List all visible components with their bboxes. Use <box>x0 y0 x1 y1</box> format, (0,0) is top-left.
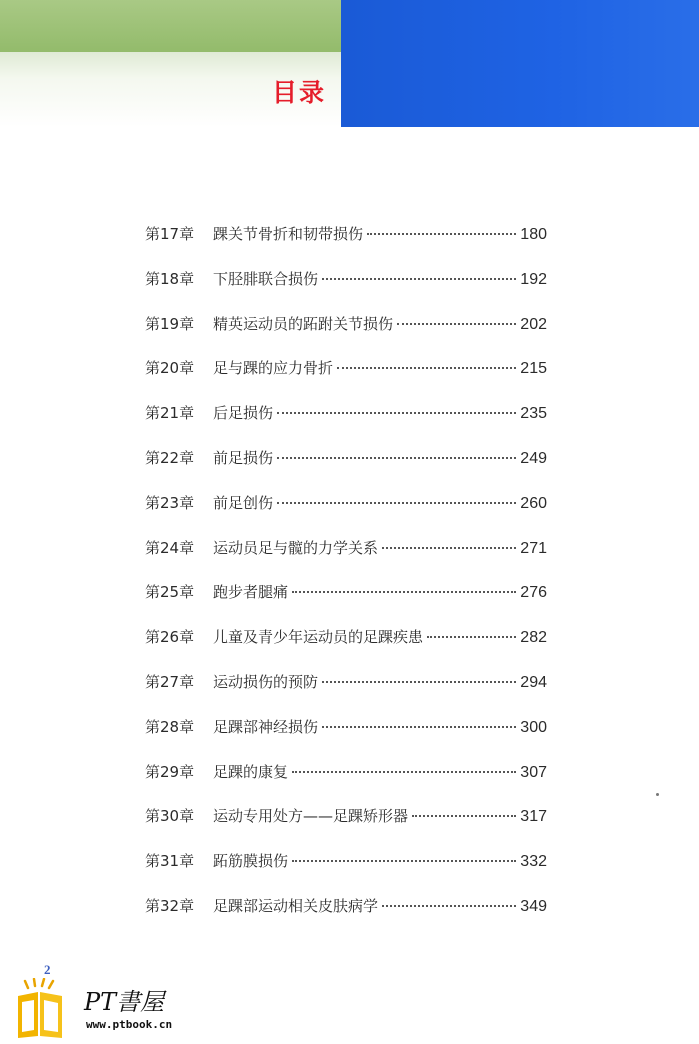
dot-leader <box>292 591 516 593</box>
chapter-title: 足踝部运动相关皮肤病学 <box>213 896 379 915</box>
dot-leader <box>337 367 516 369</box>
dot-leader <box>322 278 516 280</box>
toc-row <box>145 220 547 265</box>
chapter-number: 第27章 <box>145 672 195 691</box>
book-logo-icon <box>14 978 78 1040</box>
chapter-number: 第31章 <box>145 852 195 871</box>
dot-leader <box>292 860 516 862</box>
toc-row <box>145 354 547 399</box>
chapter-page: 215 <box>520 360 547 378</box>
table-of-contents <box>145 220 547 937</box>
chapter-title: 运动员足与髋的力学关系 <box>213 538 379 557</box>
chapter-title: 前足创伤 <box>213 493 274 512</box>
chapter-title: 足踝的康复 <box>213 762 289 781</box>
chapter-number: 第29章 <box>145 762 195 781</box>
chapter-page: 235 <box>520 405 547 423</box>
chapter-page: 271 <box>520 539 547 557</box>
chapter-page: 317 <box>520 808 547 826</box>
header-band <box>0 0 699 127</box>
chapter-title: 下胫腓联合损伤 <box>213 269 319 288</box>
chapter-title: 运动损伤的预防 <box>213 672 319 691</box>
toc-row <box>145 623 547 668</box>
chapter-page: 180 <box>520 226 547 243</box>
chapter-page: 202 <box>520 315 547 333</box>
chapter-number: 第22章 <box>145 448 195 467</box>
dot-leader <box>322 726 516 728</box>
chapter-title: 精英运动员的跖跗关节损伤 <box>213 314 394 333</box>
header-green-band <box>0 0 341 52</box>
chapter-page: 276 <box>520 584 547 602</box>
toc-row <box>145 758 547 803</box>
toc-row <box>145 489 547 534</box>
dot-leader <box>427 636 516 638</box>
chapter-page: 192 <box>520 270 547 288</box>
chapter-page: 294 <box>520 673 547 691</box>
page-number: 2 <box>44 962 51 977</box>
chapter-page: 349 <box>520 897 547 915</box>
chapter-number: 第25章 <box>145 583 195 602</box>
toc-row <box>145 578 547 623</box>
watermark-text: PT書屋 <box>84 988 165 1016</box>
toc-row <box>145 399 547 444</box>
chapter-title: 跖筋膜损伤 <box>213 852 289 871</box>
toc-row <box>145 534 547 579</box>
chapter-number: 第32章 <box>145 896 195 915</box>
chapter-page: 282 <box>520 629 547 647</box>
toc-row <box>145 892 547 937</box>
dot-leader <box>277 457 516 459</box>
dot-leader <box>277 502 516 504</box>
watermark <box>14 978 214 1040</box>
chapter-page: 249 <box>520 449 547 467</box>
chapter-number: 第28章 <box>145 717 195 736</box>
toc-row <box>145 713 547 758</box>
chapter-title: 足踝部神经损伤 <box>213 717 319 736</box>
chapter-number: 第24章 <box>145 538 195 557</box>
chapter-title: 足与踝的应力骨折 <box>213 359 334 378</box>
chapter-number: 第21章 <box>145 404 195 423</box>
chapter-page: 307 <box>520 763 547 781</box>
chapter-number: 第18章 <box>145 269 195 288</box>
chapter-number: 第30章 <box>145 807 195 826</box>
scan-speck <box>656 793 659 796</box>
chapter-page: 260 <box>520 494 547 512</box>
dot-leader <box>367 233 516 235</box>
chapter-number: 第26章 <box>145 628 195 647</box>
chapter-page: 332 <box>520 853 547 871</box>
dot-leader <box>412 815 516 817</box>
toc-row <box>145 802 547 847</box>
chapter-number: 第20章 <box>145 359 195 378</box>
chapter-page: 300 <box>520 718 547 736</box>
page-title: 目录 <box>272 78 327 107</box>
chapter-title: 运动专用处方——足踝矫形器 <box>213 807 409 826</box>
toc-row <box>145 265 547 310</box>
chapter-title: 儿童及青少年运动员的足踝疾患 <box>213 628 424 647</box>
toc-row <box>145 310 547 355</box>
chapter-number: 第19章 <box>145 314 195 333</box>
dot-leader <box>277 412 516 414</box>
chapter-title: 跑步者腿痛 <box>213 583 289 602</box>
toc-row <box>145 444 547 489</box>
chapter-number: 第23章 <box>145 493 195 512</box>
chapter-title: 后足损伤 <box>213 404 274 423</box>
dot-leader <box>382 547 516 549</box>
toc-row <box>145 668 547 713</box>
dot-leader <box>292 771 516 773</box>
dot-leader <box>382 905 516 907</box>
dot-leader <box>397 323 516 325</box>
chapter-number: 第17章 <box>145 225 195 243</box>
chapter-title: 前足损伤 <box>213 448 274 467</box>
watermark-url: www.ptbook.cn <box>86 1018 173 1031</box>
header-blue-band <box>341 0 699 127</box>
dot-leader <box>322 681 516 683</box>
chapter-title: 踝关节骨折和韧带损伤 <box>213 225 364 243</box>
toc-row <box>145 847 547 892</box>
